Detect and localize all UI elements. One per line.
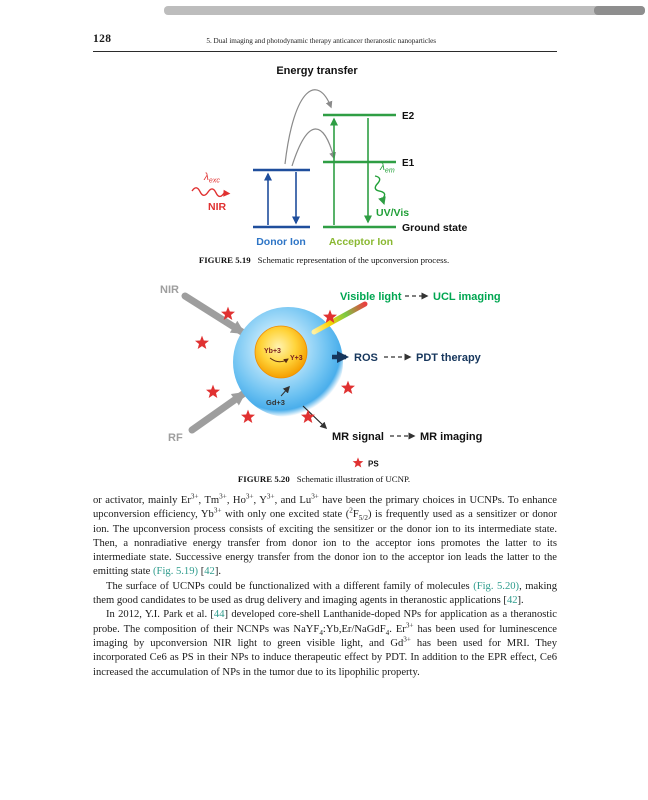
- text-run: 3+: [213, 506, 222, 515]
- body-text: [93, 494, 557, 680]
- text-run: , Y: [253, 495, 267, 506]
- text-run: , Tm: [198, 495, 220, 506]
- ros-label: ROS: [354, 352, 378, 364]
- yb-ion-label: Yb+3: [264, 348, 281, 355]
- page-header: [93, 33, 557, 52]
- text-run: 3+: [405, 621, 414, 630]
- nir-excitation-squiggle-arrow: [192, 188, 229, 198]
- text-run: . Er: [389, 623, 406, 635]
- lambda-em-label: $\lambda_{em}$: [380, 162, 395, 175]
- rf-beam-label: RF: [168, 432, 183, 444]
- text-run: 3+: [219, 492, 227, 501]
- uv-vis-label: UV/Vis: [376, 207, 410, 219]
- ps-star-icon: [241, 410, 255, 423]
- text-run: 3+: [245, 492, 254, 501]
- scrollbar-track[interactable]: [164, 6, 645, 15]
- text-run: 3+: [311, 492, 319, 501]
- text-run: have been the primary choices in UCNPs. To enhance upconversion efficiency, Yb: [93, 495, 557, 521]
- text-run: F: [352, 509, 359, 521]
- text-run: In 2012, Y.I. Park et al. [: [106, 609, 214, 621]
- e1-label: E1: [402, 158, 415, 169]
- running-title: 5. Dual imaging and photodynamic therapy anticancer theranostic nanoparticles: [206, 37, 437, 45]
- energy-transfer-arc-to-e1: [292, 129, 334, 166]
- ps-legend-star-icon: [353, 457, 364, 467]
- nir-beam-label: NIR: [160, 284, 179, 296]
- paragraph-3: [93, 608, 557, 679]
- text-run: 3+: [190, 492, 199, 501]
- ucl-imaging-label: UCL imaging: [433, 291, 501, 303]
- figure-5-20-caption: [0, 474, 648, 484]
- citation-link[interactable]: 42: [506, 595, 518, 607]
- nanoparticle-core: [255, 326, 307, 378]
- figure-5-19-diagram: [118, 58, 558, 254]
- ps-star-icon: [195, 336, 209, 349]
- figure-5-20-diagram: [118, 280, 582, 472]
- acceptor-ion-label: Acceptor Ion: [328, 236, 394, 248]
- text-run: 4: [385, 628, 390, 637]
- pdt-therapy-label: PDT therapy: [416, 352, 481, 364]
- citation-link[interactable]: (Fig. 5.19): [153, 566, 199, 578]
- mr-signal-label: MR signal: [332, 431, 384, 443]
- paragraph-2: [93, 580, 557, 609]
- text-run: , making them good candidates to be used as drug delivery and imaging agents in theranostic applications [: [93, 580, 558, 607]
- ps-legend-label: PS: [368, 459, 379, 469]
- donor-ion-label: Donor Ion: [256, 236, 306, 248]
- emission-squiggle-arrow: [372, 175, 388, 205]
- lambda-exc-label: $\lambda_{exc}$: [204, 172, 220, 185]
- text-run: has been used for luminescence imaging by upconversion NIR light to green visible light, and Gd: [93, 623, 557, 649]
- e2-label: E2: [402, 111, 415, 122]
- text-run: ].: [214, 566, 222, 578]
- text-run: , Ho: [226, 495, 246, 506]
- text-run: has been used for MRI. They incorporated Ce6 as PS in their NPs to induce therapeutic effect by PDT. In addition to the EPR effect, Ce6 increased the accumulation of NPs in the tumor due to its lipophilic property.: [93, 637, 557, 678]
- gd-ion-label: Gd+3: [266, 398, 285, 407]
- figure-5-19-caption: [0, 255, 648, 265]
- rf-beam: [192, 394, 243, 430]
- nir-beam: [185, 296, 242, 332]
- text-run: :Yb,Er/NaGdF: [322, 623, 386, 635]
- ground-state-label: Ground state: [402, 222, 468, 234]
- text-run: , and Lu: [274, 495, 312, 506]
- citation-link[interactable]: 42: [204, 566, 215, 578]
- y-ion-label: Y+3: [290, 355, 303, 362]
- text-run: 4: [319, 628, 323, 637]
- text-run: 3+: [403, 635, 411, 644]
- citation-link[interactable]: (Fig. 5.20): [473, 580, 520, 592]
- energy-transfer-label: Energy transfer: [276, 65, 358, 77]
- ps-star-icon: [341, 381, 355, 394]
- nir-label: NIR: [208, 201, 227, 213]
- visible-light-label: Visible light: [340, 291, 402, 303]
- ps-star-icon: [206, 385, 220, 398]
- text-run: 2: [349, 506, 353, 515]
- citation-link[interactable]: 44: [213, 609, 225, 621]
- text-run: 3+: [266, 492, 275, 501]
- text-run: 5/2: [358, 514, 368, 523]
- page-number: 128: [93, 33, 112, 45]
- text-run: [: [198, 566, 205, 578]
- figure-5-19-caption-text: Schematic representation of the upconversion process.: [257, 255, 450, 265]
- text-run: or activator, mainly Er: [93, 495, 191, 506]
- text-run: The surface of UCNPs could be functionalized with a different family of molecules: [106, 580, 474, 592]
- mr-imaging-label: MR imaging: [420, 431, 483, 443]
- text-run: ] developed core-shell Lanthanide-doped NPs for application as a theranostic probe. The composition of their NCNPs was NaYF: [93, 609, 557, 635]
- text-run: ].: [517, 595, 524, 607]
- figure-5-19-caption-label: FIGURE 5.19: [198, 255, 251, 265]
- text-run: ) is frequently used as a sensitizer or donor ion. The upconversion process consists of exciting the sensitizer or the donor ion to its intermediate state. Then, a nonradiative energy transfer from donor ion to the acceptor ions promotes the latter to its intermediate state. Successive energy transfer from the donor ion to the acceptor ion leads the latter to the emitting state: [93, 509, 557, 578]
- scrollbar-thumb[interactable]: [594, 6, 645, 15]
- text-run: with only one excited state (: [221, 509, 350, 521]
- visible-light-beam: [314, 304, 365, 332]
- energy-transfer-arc-to-e2: [285, 90, 331, 164]
- figure-5-20-caption-text: Schematic illustration of UCNP.: [296, 474, 411, 484]
- paragraph-1: [93, 494, 557, 580]
- figure-5-20-caption-label: FIGURE 5.20: [237, 474, 290, 484]
